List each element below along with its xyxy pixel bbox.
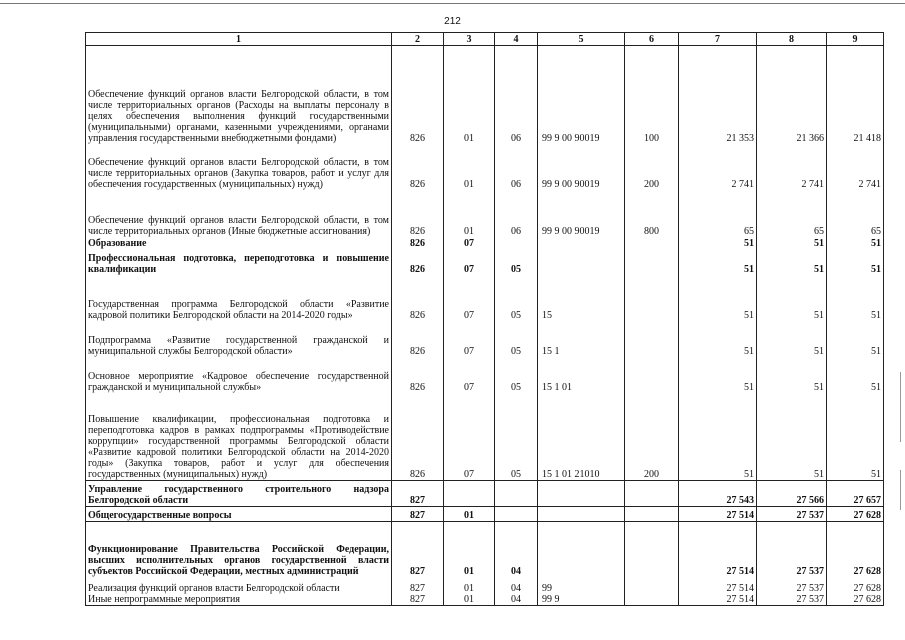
row-subsection: 04 — [495, 594, 538, 606]
row-name: Основное мероприятие «Кадровое обеспечение государственной гражданской и муниципальной службы» — [86, 357, 392, 393]
row-amount-col7: 27 543 — [679, 481, 757, 507]
table-row — [86, 237, 884, 249]
col-header-4: 4 — [495, 33, 538, 46]
row-amount-col7: 27 514 — [679, 522, 757, 577]
row-amount-col7: 51 — [679, 249, 757, 275]
row-expense-type: 800 — [625, 190, 679, 237]
row-name: Общегосударственные вопросы — [86, 507, 392, 522]
row-amount-col8: 51 — [757, 393, 827, 481]
row-amount-col9: 27 628 — [827, 594, 884, 606]
row-section: 01 — [444, 46, 495, 144]
row-amount-col7: 27 514 — [679, 577, 757, 594]
row-amount-col7: 2 741 — [679, 144, 757, 190]
col-header-3: 3 — [444, 33, 495, 46]
row-name: Функционирование Правительства Российской Федерации, высших исполнительных органов государственной власти субъектов Российской Федерации, местных администраций — [86, 522, 392, 577]
row-expense-type — [625, 594, 679, 606]
row-name: Реализация функций органов власти Белгородской области — [86, 577, 392, 594]
row-amount-col9: 21 418 — [827, 46, 884, 144]
table-row — [86, 393, 884, 481]
top-rule — [0, 3, 905, 4]
row-target-article — [538, 249, 625, 275]
row-section: 01 — [444, 594, 495, 606]
row-name: Образование — [86, 237, 392, 249]
row-code: 827 — [392, 507, 444, 522]
row-subsection: 05 — [495, 275, 538, 321]
row-code: 827 — [392, 577, 444, 594]
row-amount-col9: 51 — [827, 249, 884, 275]
col-header-6: 6 — [625, 33, 679, 46]
row-amount-col8: 51 — [757, 237, 827, 249]
table-row — [86, 481, 884, 507]
row-amount-col8: 51 — [757, 275, 827, 321]
row-name: Управление государственного строительного надзора Белгородской области — [86, 481, 392, 507]
row-expense-type — [625, 249, 679, 275]
row-amount-col8: 27 566 — [757, 481, 827, 507]
row-subsection: 05 — [495, 357, 538, 393]
row-target-article — [538, 522, 625, 577]
row-amount-col9: 51 — [827, 275, 884, 321]
row-amount-col9: 65 — [827, 190, 884, 237]
row-section: 07 — [444, 275, 495, 321]
header-row — [86, 33, 884, 46]
row-subsection: 06 — [495, 190, 538, 237]
row-amount-col8: 51 — [757, 321, 827, 357]
col-header-2: 2 — [392, 33, 444, 46]
row-code: 826 — [392, 321, 444, 357]
row-expense-type — [625, 507, 679, 522]
row-expense-type: 200 — [625, 393, 679, 481]
table-row — [86, 577, 884, 594]
row-section: 01 — [444, 190, 495, 237]
row-amount-col7: 27 514 — [679, 507, 757, 522]
row-target-article: 99 9 — [538, 594, 625, 606]
table-row — [86, 594, 884, 606]
row-amount-col8: 21 366 — [757, 46, 827, 144]
row-expense-type — [625, 577, 679, 594]
row-name: Обеспечение функций органов власти Белгородской области, в том числе территориальных органов (Закупка товаров, работ и услуг для обеспечения государственных (муниципальных) нужд) — [86, 144, 392, 190]
row-subsection: 06 — [495, 144, 538, 190]
row-target-article: 15 1 01 21010 — [538, 393, 625, 481]
table-row — [86, 275, 884, 321]
row-name: Профессиональная подготовка, переподготовка и повышение квалификации — [86, 249, 392, 275]
row-code: 827 — [392, 594, 444, 606]
row-name: Иные непрограммные мероприятия — [86, 594, 392, 606]
row-amount-col8: 2 741 — [757, 144, 827, 190]
row-subsection — [495, 507, 538, 522]
row-target-article — [538, 481, 625, 507]
row-expense-type — [625, 522, 679, 577]
table-row — [86, 507, 884, 522]
col-header-5: 5 — [538, 33, 625, 46]
row-expense-type — [625, 237, 679, 249]
table-row — [86, 522, 884, 577]
row-amount-col7: 21 353 — [679, 46, 757, 144]
row-amount-col9: 27 628 — [827, 522, 884, 577]
row-name: Подпрограмма «Развитие государственной гражданской и муниципальной службы Белгородской области» — [86, 321, 392, 357]
page-number: 212 — [444, 16, 461, 27]
row-code: 827 — [392, 481, 444, 507]
scan-edge-mark — [900, 470, 901, 510]
row-section: 07 — [444, 357, 495, 393]
row-subsection: 06 — [495, 46, 538, 144]
row-amount-col7: 65 — [679, 190, 757, 237]
row-name: Обеспечение функций органов власти Белгородской области, в том числе территориальных органов (Иные бюджетные ассигнования) — [86, 190, 392, 237]
row-amount-col9: 51 — [827, 237, 884, 249]
row-name: Обеспечение функций органов власти Белгородской области, в том числе территориальных органов (Расходы на выплаты персоналу в целях обеспечения выполнения функций государственными (муниципальными) органами, казенными учреждениями, органами управления государственными внебюджетными фондами) — [86, 46, 392, 144]
table-row — [86, 190, 884, 237]
row-amount-col8: 65 — [757, 190, 827, 237]
row-expense-type — [625, 357, 679, 393]
row-amount-col9: 27 628 — [827, 507, 884, 522]
row-target-article: 99 9 00 90019 — [538, 144, 625, 190]
row-amount-col8: 51 — [757, 357, 827, 393]
row-target-article — [538, 237, 625, 249]
row-code: 826 — [392, 144, 444, 190]
table-row — [86, 357, 884, 393]
row-section: 01 — [444, 577, 495, 594]
row-amount-col7: 27 514 — [679, 594, 757, 606]
row-target-article: 99 9 00 90019 — [538, 46, 625, 144]
budget-table — [85, 32, 884, 606]
row-section: 01 — [444, 522, 495, 577]
row-code: 826 — [392, 249, 444, 275]
row-target-article — [538, 507, 625, 522]
row-subsection: 05 — [495, 321, 538, 357]
row-amount-col7: 51 — [679, 275, 757, 321]
row-amount-col7: 51 — [679, 321, 757, 357]
row-section: 07 — [444, 393, 495, 481]
table-row — [86, 321, 884, 357]
row-amount-col9: 27 657 — [827, 481, 884, 507]
row-target-article: 15 — [538, 275, 625, 321]
table-row — [86, 46, 884, 144]
row-expense-type: 100 — [625, 46, 679, 144]
col-header-8: 8 — [757, 33, 827, 46]
row-amount-col8: 27 537 — [757, 594, 827, 606]
row-code: 826 — [392, 190, 444, 237]
row-amount-col7: 51 — [679, 393, 757, 481]
row-section: 07 — [444, 249, 495, 275]
row-amount-col7: 51 — [679, 357, 757, 393]
row-amount-col8: 27 537 — [757, 507, 827, 522]
row-amount-col8: 51 — [757, 249, 827, 275]
row-amount-col9: 51 — [827, 357, 884, 393]
col-header-1: 1 — [86, 33, 392, 46]
row-code: 827 — [392, 522, 444, 577]
row-amount-col9: 2 741 — [827, 144, 884, 190]
col-header-7: 7 — [679, 33, 757, 46]
row-code: 826 — [392, 393, 444, 481]
row-code: 826 — [392, 46, 444, 144]
row-amount-col8: 27 537 — [757, 522, 827, 577]
row-amount-col9: 27 628 — [827, 577, 884, 594]
row-expense-type — [625, 481, 679, 507]
row-subsection: 05 — [495, 249, 538, 275]
table-row — [86, 144, 884, 190]
row-target-article: 15 1 — [538, 321, 625, 357]
row-target-article: 15 1 01 — [538, 357, 625, 393]
col-header-9: 9 — [827, 33, 884, 46]
row-section: 01 — [444, 144, 495, 190]
row-amount-col8: 27 537 — [757, 577, 827, 594]
row-section: 07 — [444, 321, 495, 357]
row-name: Повышение квалификации, профессиональная подготовка и переподготовка кадров в рамках подпрограммы «Противодействие коррупции» государственной программы Белгородской области «Развитие кадровой политики Белгородской области на 2014-2020 годы» (Закупка товаров, работ и услуг для обеспечения государственных (муниципальных) нужд) — [86, 393, 392, 481]
row-expense-type — [625, 275, 679, 321]
row-code: 826 — [392, 275, 444, 321]
row-code: 826 — [392, 357, 444, 393]
row-section: 01 — [444, 507, 495, 522]
row-code: 826 — [392, 237, 444, 249]
row-amount-col7: 51 — [679, 237, 757, 249]
scan-edge-mark — [900, 372, 901, 442]
table-row — [86, 249, 884, 275]
row-subsection: 04 — [495, 577, 538, 594]
row-section — [444, 481, 495, 507]
row-target-article: 99 — [538, 577, 625, 594]
row-subsection: 05 — [495, 393, 538, 481]
row-section: 07 — [444, 237, 495, 249]
row-expense-type — [625, 321, 679, 357]
row-amount-col9: 51 — [827, 393, 884, 481]
row-subsection: 04 — [495, 522, 538, 577]
row-amount-col9: 51 — [827, 321, 884, 357]
row-name: Государственная программа Белгородской области «Развитие кадровой политики Белгородской области на 2014-2020 годы» — [86, 275, 392, 321]
row-expense-type: 200 — [625, 144, 679, 190]
row-subsection — [495, 237, 538, 249]
row-target-article: 99 9 00 90019 — [538, 190, 625, 237]
row-subsection — [495, 481, 538, 507]
